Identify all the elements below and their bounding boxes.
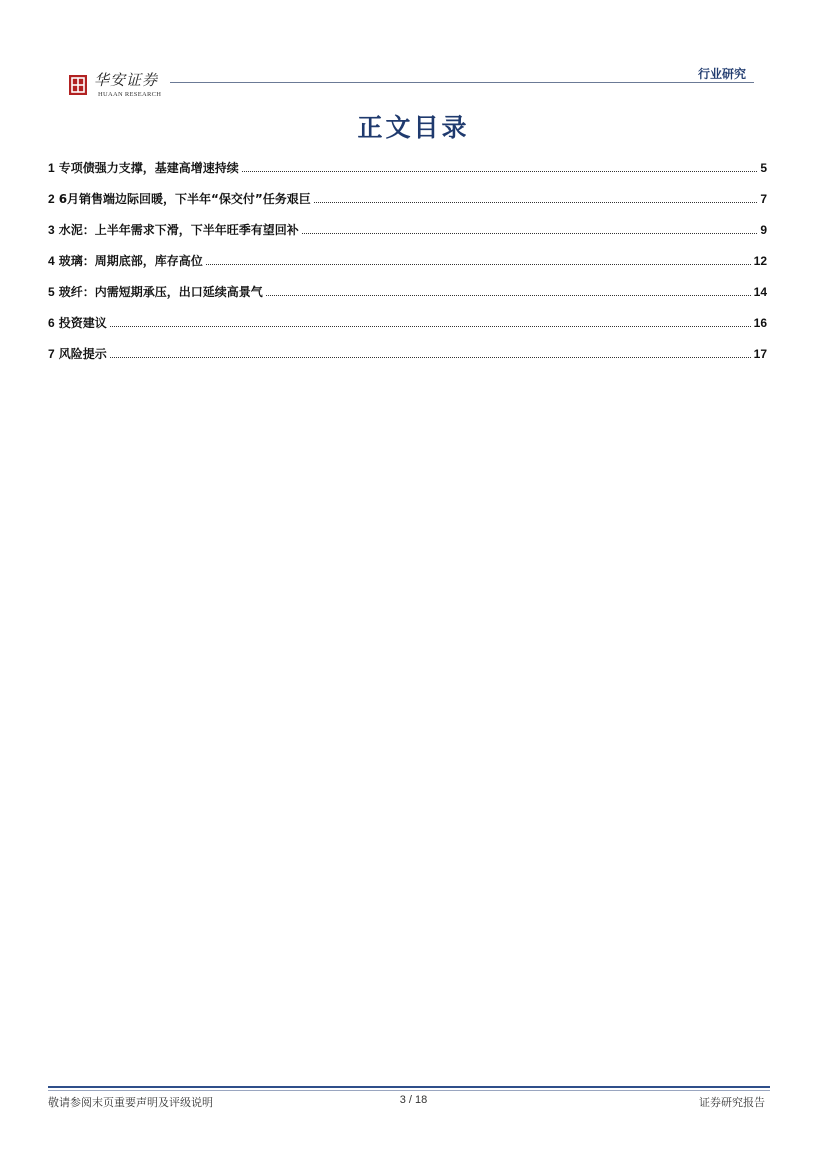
toc-entry-number: 4 <box>48 254 55 268</box>
page-header <box>66 64 754 100</box>
toc-entry-number: 5 <box>48 285 55 299</box>
toc-dot-leader <box>314 193 758 203</box>
toc-entry[interactable] <box>48 283 767 314</box>
header-divider <box>170 82 754 83</box>
toc-entry[interactable] <box>48 221 767 252</box>
toc-entry-page: 12 <box>753 254 767 268</box>
toc-entry-label: 投资建议 <box>58 316 107 330</box>
logo-seal-icon <box>68 74 88 96</box>
toc-entry-page: 16 <box>753 316 767 330</box>
footer-divider <box>48 1086 770 1088</box>
header-section-label: 行业研究 <box>697 67 746 81</box>
toc-entry-number: 1 <box>48 161 55 175</box>
company-logo <box>66 66 176 100</box>
toc-entry-page: 17 <box>753 347 767 361</box>
toc-entry-label: 6月销售端边际回暖，下半年“保交付”任务艰巨 <box>58 192 311 206</box>
toc-entry-label: 玻璃：周期底部，库存高位 <box>58 254 203 268</box>
table-of-contents <box>48 159 767 376</box>
toc-entry[interactable] <box>48 314 767 345</box>
footer-divider-thin <box>48 1090 770 1091</box>
footer-disclaimer: 敬请参阅末页重要声明及评级说明 <box>48 1096 213 1109</box>
toc-entry[interactable] <box>48 345 767 376</box>
toc-entry-page: 5 <box>760 161 767 175</box>
toc-entry-label: 风险提示 <box>58 347 107 361</box>
toc-entry-number: 2 <box>48 192 55 206</box>
toc-title: 正文目录 <box>357 113 470 142</box>
toc-entry-label: 水泥：上半年需求下滑，下半年旺季有望回补 <box>58 223 299 237</box>
toc-entry-number: 6 <box>48 316 55 330</box>
toc-entry-page: 14 <box>753 285 767 299</box>
toc-entry-label: 玻纤：内需短期承压，出口延续高景气 <box>58 285 263 299</box>
logo-chinese-text: 华安证券 <box>94 71 159 89</box>
toc-entry[interactable] <box>48 159 767 190</box>
toc-dot-leader <box>242 162 758 172</box>
toc-entry-label: 专项债强力支撑，基建高增速持续 <box>58 161 239 175</box>
toc-entry-page: 9 <box>760 223 767 237</box>
toc-dot-leader <box>302 224 758 234</box>
toc-dot-leader <box>110 348 751 358</box>
toc-entry[interactable] <box>48 252 767 283</box>
footer-report-type: 证券研究报告 <box>699 1096 765 1109</box>
toc-entry[interactable] <box>48 190 767 221</box>
page-number: 3 / 18 <box>399 1094 428 1106</box>
logo-english-text: HUAAN RESEARCH <box>98 91 162 98</box>
toc-dot-leader <box>206 255 751 265</box>
toc-entry-page: 7 <box>760 192 767 206</box>
toc-entry-number: 7 <box>48 347 55 361</box>
toc-dot-leader <box>266 286 751 296</box>
toc-entry-number: 3 <box>48 223 55 237</box>
toc-dot-leader <box>110 317 751 327</box>
